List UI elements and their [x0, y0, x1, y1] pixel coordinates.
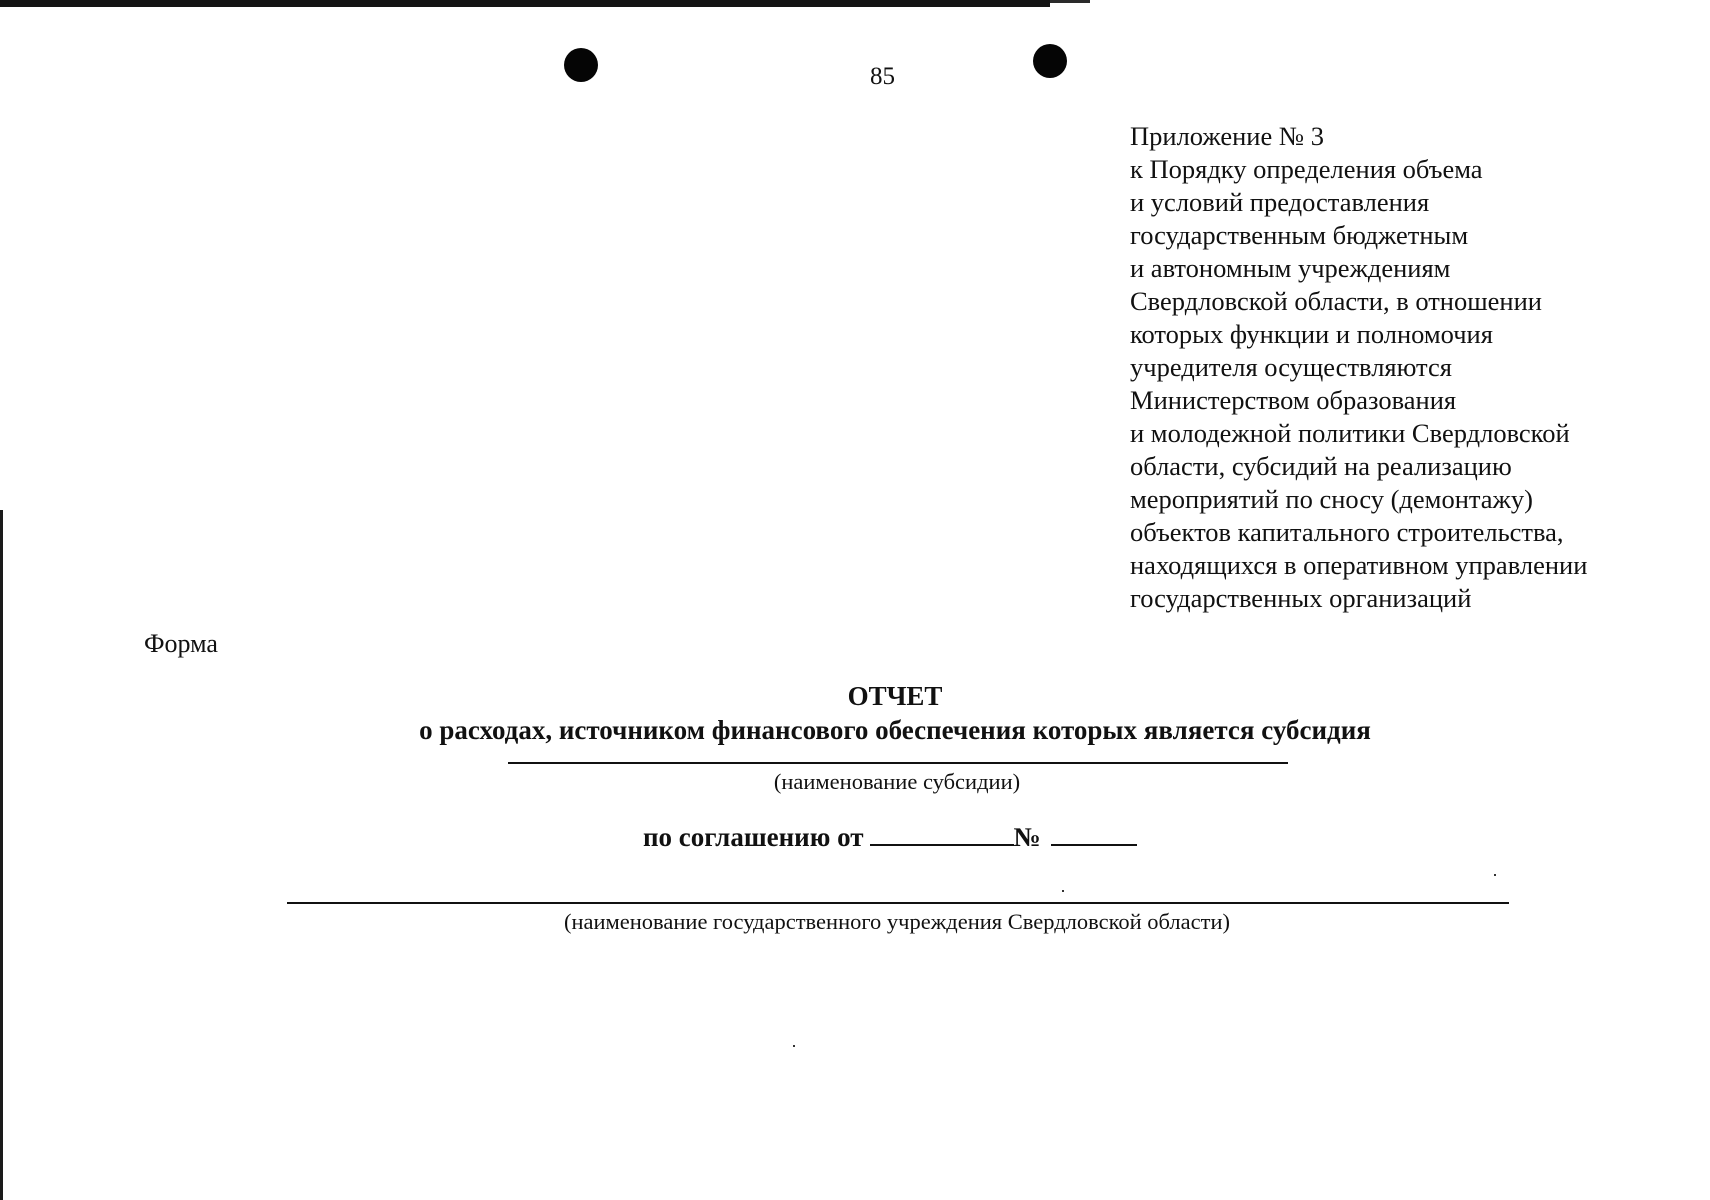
- appendix-line: находящихся в оперативном управлении: [1130, 550, 1588, 580]
- punch-hole-left: [564, 48, 598, 82]
- scan-edge-top: [0, 0, 1050, 7]
- appendix-line: объектов капитального строительства,: [1130, 517, 1564, 547]
- appendix-line: Свердловской области, в отношении: [1130, 286, 1542, 316]
- institution-name-caption: (наименование государственного учреждения Свердловской области): [563, 909, 1231, 934]
- appendix-line: и автономным учреждениям: [1130, 253, 1451, 283]
- form-label: Форма: [144, 629, 218, 658]
- appendix-line: мероприятий по сносу (демонтажу): [1130, 484, 1533, 514]
- agreement-line: [643, 820, 1137, 854]
- scan-speck: [1062, 890, 1064, 892]
- report-title: ОТЧЕТ: [847, 681, 943, 711]
- report-subtitle: о расходах, источником финансового обеспечения которых является субсидия: [419, 715, 1371, 745]
- agreement-number-blank: [1051, 820, 1137, 846]
- appendix-block: [1130, 120, 1690, 615]
- scan-edge-left: [0, 510, 3, 1200]
- appendix-line: учредителя осуществляются: [1130, 352, 1452, 382]
- page-number: 85: [870, 63, 895, 90]
- scan-speck: [1494, 874, 1496, 876]
- appendix-line: государственных организаций: [1130, 583, 1472, 613]
- appendix-line: государственным бюджетным: [1130, 220, 1469, 250]
- appendix-line: и молодежной политики Свердловской: [1130, 418, 1570, 448]
- appendix-line: Министерством образования: [1130, 385, 1457, 415]
- agreement-number-sign: №: [1013, 822, 1041, 852]
- subsidy-name-caption: (наименование субсидии): [773, 769, 1021, 794]
- subsidy-name-blank-line: [508, 762, 1288, 764]
- appendix-line: и условий предоставления: [1130, 187, 1430, 217]
- scan-edge-top-thin: [1050, 0, 1090, 3]
- appendix-line: области, субсидий на реализацию: [1130, 451, 1512, 481]
- scan-speck: [793, 1045, 795, 1047]
- agreement-date-blank: [870, 820, 1014, 846]
- appendix-line: к Порядку определения объема: [1130, 154, 1483, 184]
- agreement-prefix: по соглашению от: [643, 822, 864, 852]
- institution-name-blank-line: [287, 902, 1509, 904]
- appendix-line: Приложение № 3: [1130, 121, 1325, 151]
- appendix-line: которых функции и полномочия: [1130, 319, 1493, 349]
- punch-hole-right: [1033, 44, 1067, 78]
